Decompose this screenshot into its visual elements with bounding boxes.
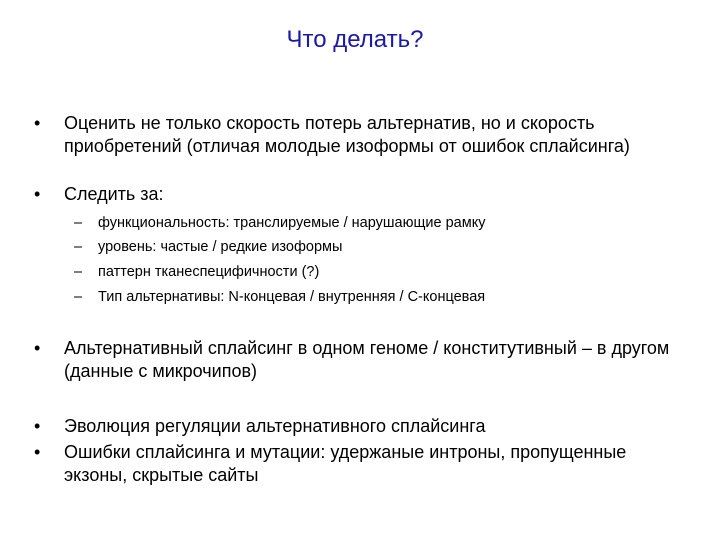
bullet-text: Ошибки сплайсинга и мутации: удержаные интроны, пропущенные экзоны, скрытые сайты: [64, 442, 627, 485]
sub-bullet-text: паттерн тканеспецифичности (?): [98, 264, 320, 280]
bullet-item: [34, 441, 674, 487]
bullet-text: Эволюция регуляции альтернативного сплайсинга: [64, 416, 486, 436]
bullet-item: [34, 415, 674, 438]
bullet-text: Оценить не только скорость потерь альтернатив, но и скорость приобретений (отличая молодые изоформы от ошибок сплайсинга): [64, 113, 630, 156]
sub-bullet-text: функциональность: транслируемые / нарушающие рамку: [98, 215, 486, 231]
sub-bullet-item: [74, 263, 654, 281]
bullet-text: Следить за:: [64, 184, 164, 204]
sub-bullet-text: Тип альтернативы: N-концевая / внутренняя / С-концевая: [98, 289, 486, 305]
bullet-item: [34, 183, 674, 206]
bullet-marker: •: [34, 184, 41, 204]
sub-bullet-marker: –: [74, 239, 83, 255]
sub-bullet-item: [74, 288, 654, 306]
bullet-item: [34, 337, 674, 383]
bullet-item: [34, 112, 674, 158]
sub-bullet-item: [74, 214, 654, 232]
sub-bullet-item: [74, 238, 654, 256]
slide-title: Что делать?: [286, 26, 424, 53]
sub-bullet-marker: –: [74, 264, 83, 280]
bullet-marker: •: [34, 416, 41, 436]
sub-bullet-marker: –: [74, 215, 83, 231]
bullet-marker: •: [34, 113, 41, 133]
bullet-text: Альтернативный сплайсинг в одном геноме / конститутивный – в другом (данные с микрочипов): [64, 338, 670, 381]
bullet-marker: •: [34, 338, 41, 358]
bullet-marker: •: [34, 442, 41, 462]
sub-bullet-marker: –: [74, 289, 83, 305]
sub-bullet-text: уровень: частые / редкие изоформы: [98, 239, 343, 255]
